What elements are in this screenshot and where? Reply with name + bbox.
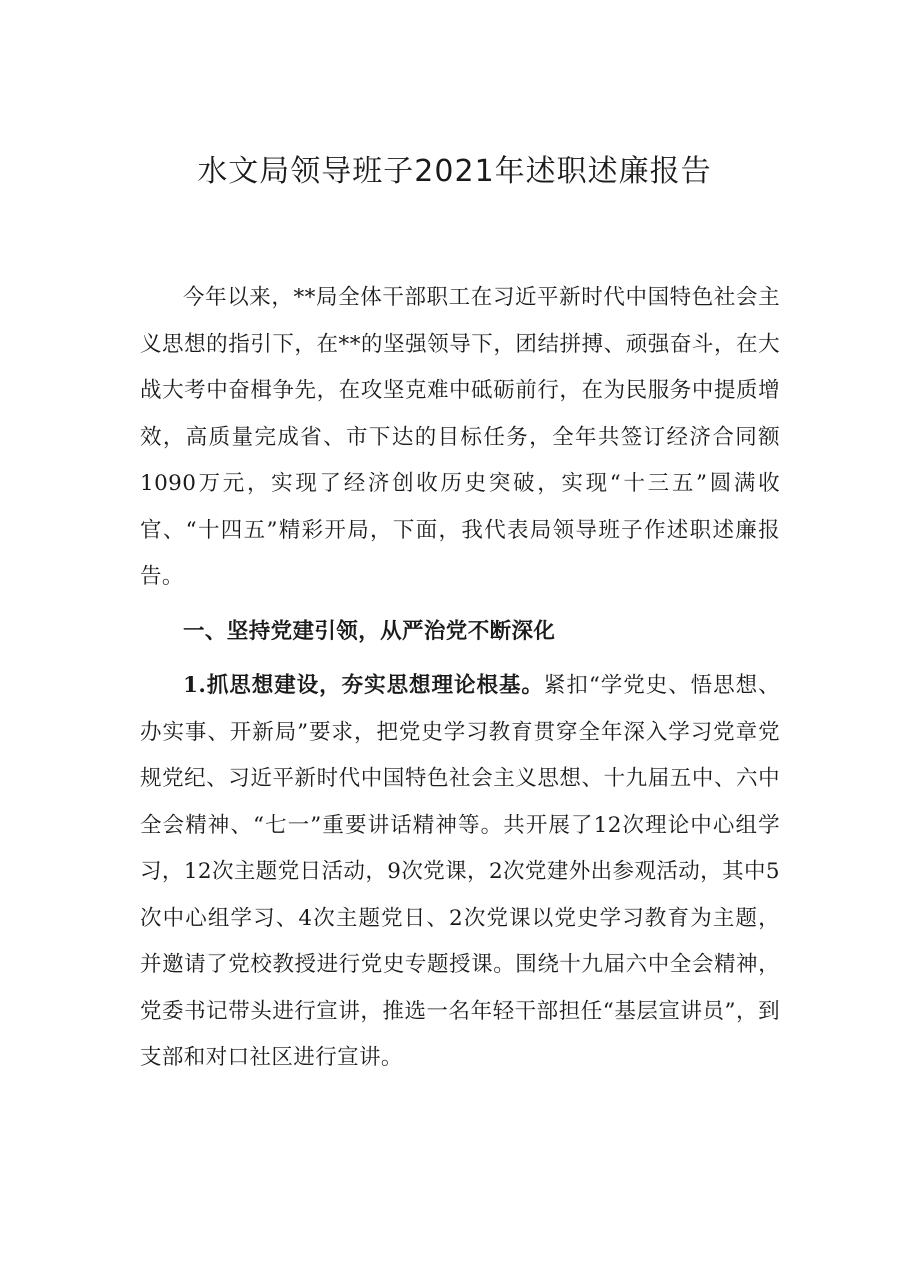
section-item-paragraph <box>140 663 780 1082</box>
section-heading: 一、坚持党建引领，从严治党不断深化 <box>183 618 556 644</box>
item-lead-text: 1.抓思想建设，夯实思想理论根基。 <box>183 673 544 698</box>
intro-paragraph: 今年以来，**局全体干部职工在习近平新时代中国特色社会主义思想的指引下，在**的坚强领导下，团结拼搏、顽强奋斗，在大战大考中奋楫争先，在攻坚克难中砥砺前行，在为民服务中提质增效，高质量完成省、市下达的目标任务，全年共签订经济合同额1090万元，实现了经济创收历史突破，实现“十三五”圆满收官、“十四五”精彩开局，下面，我代表局领导班子作述职述廉报告。 <box>140 285 780 589</box>
item-body-text: 紧扣“学党史、悟思想、办实事、开新局”要求，把党史学习教育贯穿全年深入学习党章党规党纪、习近平新时代中国特色社会主义思想、十九届五中、六中全会精神、“七一”重要讲话精神等。共开展了12次理论中心组学习，12次主题党日活动，9次党课，2次党建外出参观活动，其中5次中心组学习、4次主题党日、2次党课以党史学习教育为主题，并邀请了党校教授进行党史专题授课。围绕十九届六中全会精神，党委书记带头进行宣讲，推选一名年轻干部担任“基层宣讲员”，到支部和对口社区进行宣讲。 <box>140 673 780 1070</box>
document-body <box>140 275 780 1082</box>
document-title: 水文局领导班子2021年述职述廉报告 <box>197 154 712 189</box>
